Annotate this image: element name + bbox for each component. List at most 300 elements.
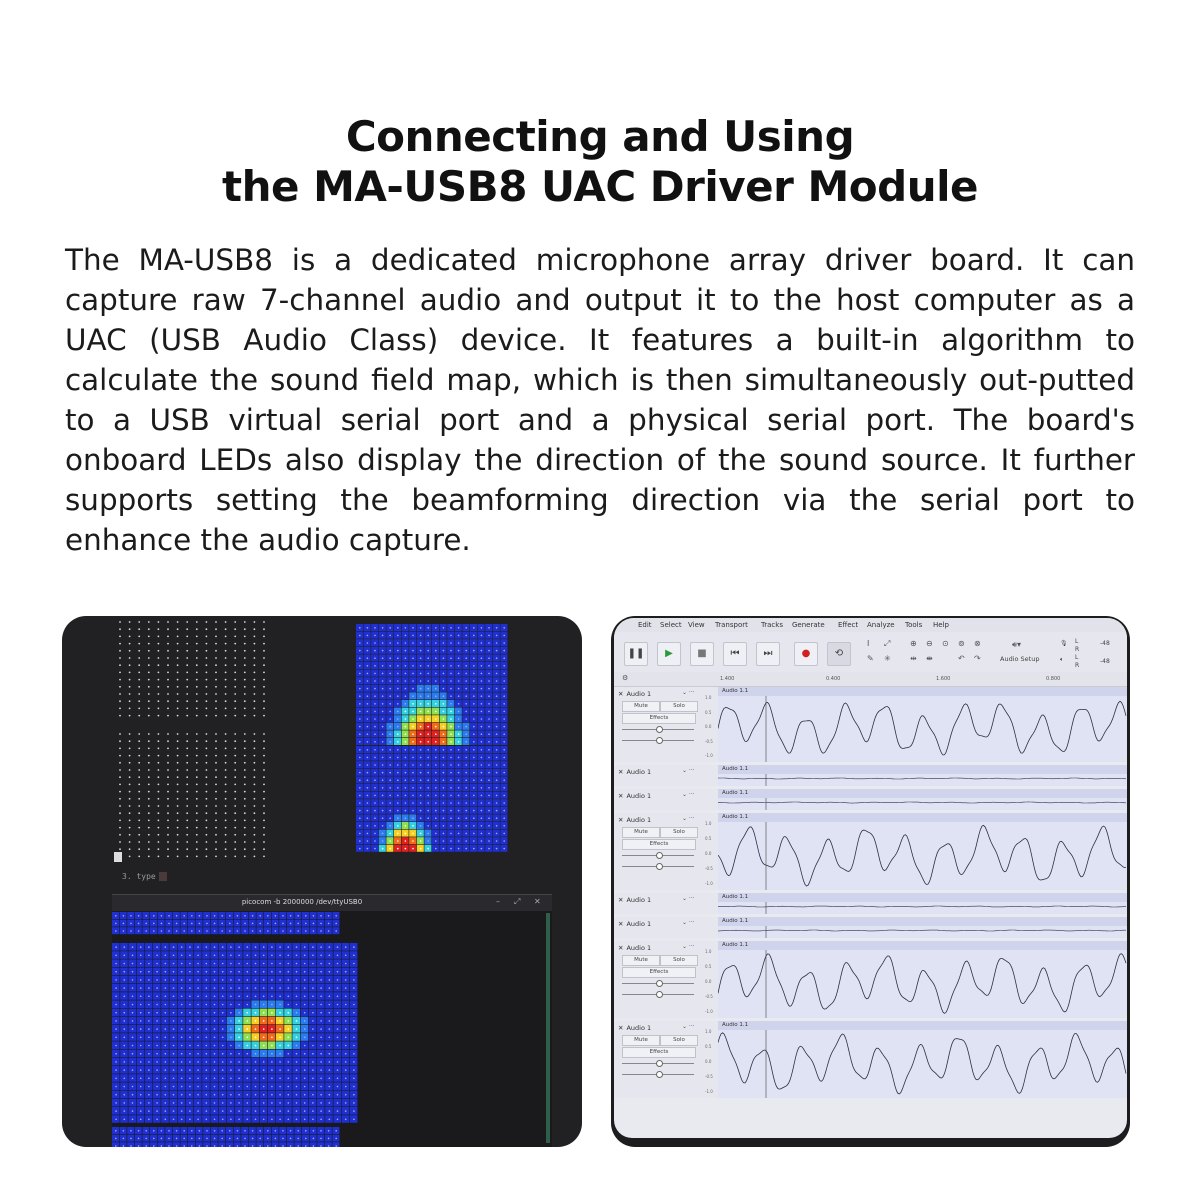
track-name[interactable]: ✕ Audio 1 bbox=[618, 920, 652, 928]
track-menu-icon[interactable]: ⌄ ··· bbox=[682, 791, 695, 798]
heat-cell-dot bbox=[412, 733, 414, 735]
effects-button[interactable]: Effects bbox=[622, 1047, 696, 1058]
heat-cell-dot bbox=[296, 987, 298, 989]
heat-cell-dot bbox=[458, 635, 460, 637]
audio-track[interactable] bbox=[614, 765, 1127, 786]
heat-cell-dot bbox=[450, 772, 452, 774]
heat-cell-dot bbox=[165, 1069, 167, 1071]
heat-cell-dot bbox=[214, 1102, 216, 1104]
heat-cell-dot bbox=[420, 665, 422, 667]
heat-cell-dot bbox=[458, 764, 460, 766]
terminal-scrollbar[interactable] bbox=[546, 913, 550, 1143]
track-menu-icon[interactable]: ⌄ ··· bbox=[682, 767, 695, 774]
gain-knob[interactable] bbox=[656, 980, 663, 987]
effects-button[interactable]: Effects bbox=[622, 839, 696, 850]
audio-track[interactable] bbox=[614, 813, 1127, 890]
heat-cell-dot bbox=[496, 802, 498, 804]
effects-button[interactable]: Effects bbox=[622, 967, 696, 978]
heat-cell-dot bbox=[238, 996, 240, 998]
waveform-area[interactable] bbox=[718, 893, 1127, 914]
heat-cell-dot bbox=[148, 987, 150, 989]
trim-icon[interactable]: ⇹ bbox=[910, 654, 917, 663]
heat-cell-dot bbox=[427, 787, 429, 789]
heat-cell-dot bbox=[130, 1145, 132, 1147]
zoom-selection-icon[interactable]: ⊙ bbox=[942, 639, 949, 648]
heat-cell-dot bbox=[132, 946, 134, 948]
waveform-area[interactable] bbox=[718, 1021, 1127, 1098]
heat-cell-dot bbox=[397, 840, 399, 842]
playback-meter-icon: 🔈︎ bbox=[1060, 656, 1064, 663]
heat-cell-dot bbox=[161, 1145, 163, 1147]
heat-cell-dot bbox=[443, 772, 445, 774]
heat-cell-dot bbox=[465, 711, 467, 713]
hex-dump-dot bbox=[158, 733, 160, 735]
pan-knob[interactable] bbox=[656, 1071, 663, 1078]
hex-dump-dot bbox=[225, 672, 227, 674]
hex-dump-dot bbox=[129, 755, 131, 757]
menu-edit[interactable]: Edit bbox=[638, 621, 652, 629]
heat-cell-dot bbox=[443, 779, 445, 781]
heat-cell-dot bbox=[503, 749, 505, 751]
audio-setup-button[interactable]: Audio Setup bbox=[1000, 655, 1040, 663]
ruler-settings-icon[interactable]: ⚙ bbox=[622, 674, 629, 682]
track-menu-icon[interactable]: ⌄ ··· bbox=[682, 919, 695, 926]
track-menu-icon[interactable]: ⌄ ··· bbox=[682, 895, 695, 902]
heat-cell-dot bbox=[427, 810, 429, 812]
heat-cell-dot bbox=[458, 627, 460, 629]
hex-dump-dot bbox=[206, 776, 208, 778]
heat-cell-dot bbox=[427, 833, 429, 835]
hex-dump-dot bbox=[196, 755, 198, 757]
hex-dump-dot bbox=[215, 708, 217, 710]
heat-cell-dot bbox=[427, 711, 429, 713]
track-name[interactable]: ✕ Audio 1 bbox=[618, 1024, 652, 1032]
heat-cell-dot bbox=[222, 1119, 224, 1121]
close-track-icon[interactable]: ✕ bbox=[618, 920, 624, 928]
heat-cell-dot bbox=[337, 1102, 339, 1104]
heat-cell-dot bbox=[320, 1086, 322, 1088]
heat-cell-dot bbox=[427, 840, 429, 842]
heat-cell-dot bbox=[165, 1078, 167, 1080]
heat-cell-dot bbox=[496, 787, 498, 789]
heat-cell-dot bbox=[420, 825, 422, 827]
cursor-block bbox=[114, 852, 122, 862]
heat-cell-dot bbox=[247, 946, 249, 948]
heat-cell-dot bbox=[488, 726, 490, 728]
waveform-area[interactable] bbox=[718, 917, 1127, 938]
heat-cell-dot bbox=[443, 764, 445, 766]
pan-knob[interactable] bbox=[656, 991, 663, 998]
play-button[interactable] bbox=[657, 642, 681, 666]
track-menu-icon[interactable]: ⌄ ··· bbox=[682, 1023, 695, 1030]
heat-cell-dot bbox=[488, 817, 490, 819]
hex-dump-dot bbox=[225, 708, 227, 710]
multi-tool-icon[interactable]: ✳ bbox=[884, 654, 891, 663]
hex-dump-dot bbox=[225, 769, 227, 771]
heat-cell-dot bbox=[353, 1004, 355, 1006]
menu-tracks[interactable]: Tracks bbox=[761, 621, 783, 629]
zoom-fit-icon[interactable]: ⊚ bbox=[958, 639, 965, 648]
hex-dump-dot bbox=[186, 650, 188, 652]
hex-dump-dot bbox=[225, 700, 227, 702]
hex-dump-dot bbox=[186, 834, 188, 836]
hex-dump-dot bbox=[263, 762, 265, 764]
close-track-icon[interactable]: ✕ bbox=[618, 1024, 624, 1032]
heat-cell-dot bbox=[271, 1037, 273, 1039]
heat-cell-dot bbox=[161, 1130, 163, 1132]
heat-cell-dot bbox=[140, 1037, 142, 1039]
mute-button[interactable]: Mute bbox=[622, 827, 660, 838]
heat-cell-dot bbox=[427, 764, 429, 766]
track-name[interactable]: ✕ Audio 1 bbox=[618, 944, 652, 952]
heat-cell-dot bbox=[458, 741, 460, 743]
heat-cell-dot bbox=[181, 1045, 183, 1047]
close-button[interactable]: ✕ bbox=[534, 897, 541, 906]
skip-start-button[interactable] bbox=[723, 642, 747, 666]
heat-cell-dot bbox=[275, 915, 277, 917]
zoom-out-icon[interactable]: ⊖ bbox=[926, 639, 933, 648]
heat-cell-dot bbox=[320, 1004, 322, 1006]
hex-dump-dot bbox=[244, 748, 246, 750]
heat-cell-dot bbox=[148, 963, 150, 965]
waveform-area[interactable] bbox=[718, 687, 1127, 762]
heat-cell-dot bbox=[359, 718, 361, 720]
heat-cell-dot bbox=[296, 1119, 298, 1121]
heat-cell-dot bbox=[405, 810, 407, 812]
heat-cell-dot bbox=[496, 757, 498, 759]
mute-button[interactable]: Mute bbox=[622, 1035, 660, 1046]
close-track-icon[interactable]: ✕ bbox=[618, 768, 624, 776]
heat-cell-dot bbox=[345, 1053, 347, 1055]
heat-cell-dot bbox=[214, 1004, 216, 1006]
hex-dump-dot bbox=[129, 628, 131, 630]
heat-cell-dot bbox=[420, 787, 422, 789]
heat-cell-dot bbox=[304, 1061, 306, 1063]
heat-cell-dot bbox=[230, 1061, 232, 1063]
heat-cell-dot bbox=[481, 764, 483, 766]
heat-cell-dot bbox=[488, 840, 490, 842]
hex-dump-dot bbox=[244, 784, 246, 786]
heat-cell-dot bbox=[238, 987, 240, 989]
heat-cell-dot bbox=[214, 1086, 216, 1088]
menu-transport[interactable]: Transport bbox=[715, 621, 748, 629]
menu-effect[interactable]: Effect bbox=[838, 621, 859, 629]
heat-cell-dot bbox=[405, 726, 407, 728]
solo-button[interactable]: Solo bbox=[660, 955, 698, 966]
track-control-panel[interactable] bbox=[614, 1021, 705, 1098]
track-menu-icon[interactable]: ⌄ ··· bbox=[682, 815, 695, 822]
draw-tool-icon[interactable]: ✎ bbox=[867, 654, 874, 663]
heat-cell-dot bbox=[165, 1110, 167, 1112]
track-name[interactable]: ✕ Audio 1 bbox=[618, 896, 652, 904]
close-track-icon[interactable]: ✕ bbox=[618, 690, 624, 698]
heat-cell-dot bbox=[473, 779, 475, 781]
hex-dump-dot bbox=[177, 740, 179, 742]
audio-track[interactable] bbox=[614, 1021, 1127, 1098]
heat-cell-dot bbox=[397, 680, 399, 682]
heat-cell-dot bbox=[382, 795, 384, 797]
track-menu-icon[interactable]: ⌄ ··· bbox=[682, 943, 695, 950]
audio-track[interactable] bbox=[614, 789, 1127, 810]
heat-cell-dot bbox=[181, 955, 183, 957]
hex-dump-dot bbox=[167, 672, 169, 674]
audio-track[interactable] bbox=[614, 687, 1127, 762]
gain-knob[interactable] bbox=[656, 852, 663, 859]
track-name[interactable]: ✕ Audio 1 bbox=[618, 768, 652, 776]
menu-view[interactable]: View bbox=[688, 621, 705, 629]
heat-cell-dot bbox=[238, 1037, 240, 1039]
heat-cell-dot bbox=[496, 688, 498, 690]
close-track-icon[interactable]: ✕ bbox=[618, 896, 624, 904]
pan-knob[interactable] bbox=[656, 863, 663, 870]
track-name[interactable]: ✕ Audio 1 bbox=[618, 792, 652, 800]
heat-cell-dot bbox=[279, 1020, 281, 1022]
heat-cell-dot bbox=[488, 718, 490, 720]
close-track-icon[interactable]: ✕ bbox=[618, 816, 624, 824]
audio-track[interactable] bbox=[614, 893, 1127, 914]
hex-dump-dot bbox=[119, 636, 121, 638]
solo-button[interactable]: Solo bbox=[660, 1035, 698, 1046]
close-track-icon[interactable]: ✕ bbox=[618, 792, 624, 800]
hex-dump-dot bbox=[148, 643, 150, 645]
select-tool-icon[interactable]: I bbox=[867, 639, 870, 648]
heat-cell-dot bbox=[244, 1130, 246, 1132]
track-menu-icon[interactable]: ⌄ ··· bbox=[682, 689, 695, 696]
heat-cell-dot bbox=[181, 946, 183, 948]
heat-cell-dot bbox=[124, 1078, 126, 1080]
heat-cell-dot bbox=[382, 718, 384, 720]
heat-cell-dot bbox=[397, 825, 399, 827]
hex-dump-dot bbox=[177, 748, 179, 750]
heat-cell-dot bbox=[148, 1078, 150, 1080]
heat-cell-dot bbox=[473, 665, 475, 667]
hex-dump-dot bbox=[138, 784, 140, 786]
heat-cell-dot bbox=[405, 741, 407, 743]
heat-cell-dot bbox=[405, 688, 407, 690]
solo-button[interactable]: Solo bbox=[660, 827, 698, 838]
heat-cell-dot bbox=[197, 1069, 199, 1071]
close-track-icon[interactable]: ✕ bbox=[618, 944, 624, 952]
heat-cell-dot bbox=[304, 1069, 306, 1071]
gain-knob[interactable] bbox=[656, 1060, 663, 1067]
hex-dump-dot bbox=[225, 693, 227, 695]
track-control-panel[interactable] bbox=[614, 917, 705, 938]
heat-cell-dot bbox=[367, 848, 369, 850]
waveform-area[interactable] bbox=[718, 813, 1127, 890]
heat-cell-dot bbox=[481, 810, 483, 812]
redo-icon[interactable]: ↷ bbox=[974, 654, 981, 663]
heat-cell-dot bbox=[435, 764, 437, 766]
heat-cell-dot bbox=[503, 764, 505, 766]
heat-cell-dot bbox=[247, 1094, 249, 1096]
hex-dump-dot bbox=[263, 755, 265, 757]
heat-cell-dot bbox=[420, 680, 422, 682]
menu-help[interactable]: Help bbox=[933, 621, 949, 629]
heat-cell-dot bbox=[420, 695, 422, 697]
hex-dump-dot bbox=[206, 812, 208, 814]
heat-cell-dot bbox=[397, 749, 399, 751]
heat-cell-dot bbox=[168, 1130, 170, 1132]
hex-dump-dot bbox=[263, 841, 265, 843]
heat-cell-dot bbox=[328, 923, 330, 925]
heat-cell-dot bbox=[427, 817, 429, 819]
maximize-button[interactable]: ⤢ bbox=[514, 897, 521, 906]
heat-cell-dot bbox=[297, 1138, 299, 1140]
heat-cell-dot bbox=[443, 840, 445, 842]
heat-cell-dot bbox=[222, 1053, 224, 1055]
heat-cell-dot bbox=[189, 987, 191, 989]
heat-cell-dot bbox=[412, 650, 414, 652]
hex-dump-dot bbox=[196, 784, 198, 786]
hex-dump-dot bbox=[129, 693, 131, 695]
heat-cell-dot bbox=[359, 673, 361, 675]
hex-dump-dot bbox=[158, 643, 160, 645]
silence-icon[interactable]: ⇼ bbox=[926, 654, 933, 663]
heat-cell-dot bbox=[156, 1086, 158, 1088]
hex-dump-dot bbox=[254, 672, 256, 674]
hex-dump-dot bbox=[244, 657, 246, 659]
heat-cell-dot bbox=[153, 930, 155, 932]
heat-cell-dot bbox=[337, 1110, 339, 1112]
hex-dump-dot bbox=[186, 812, 188, 814]
menu-analyze[interactable]: Analyze bbox=[867, 621, 895, 629]
heat-cell-dot bbox=[138, 923, 140, 925]
minimize-button[interactable]: – bbox=[496, 897, 500, 906]
hex-dump-dot bbox=[206, 755, 208, 757]
heat-cell-dot bbox=[115, 1102, 117, 1104]
menu-tools[interactable]: Tools bbox=[905, 621, 923, 629]
pan-knob[interactable] bbox=[656, 737, 663, 744]
solo-button[interactable]: Solo bbox=[660, 701, 698, 712]
heat-cell-dot bbox=[458, 833, 460, 835]
track-control-panel[interactable] bbox=[614, 813, 705, 890]
heat-cell-dot bbox=[397, 772, 399, 774]
heat-cell-dot bbox=[290, 1130, 292, 1132]
hex-dump-dot bbox=[263, 664, 265, 666]
hex-dump-dot bbox=[167, 650, 169, 652]
zoom-in-icon[interactable]: ⊕ bbox=[910, 639, 917, 648]
heat-cell-dot bbox=[427, 772, 429, 774]
hex-dump-dot bbox=[254, 776, 256, 778]
heat-cell-dot bbox=[329, 1078, 331, 1080]
hex-dump-dot bbox=[167, 791, 169, 793]
heat-cell-dot bbox=[359, 650, 361, 652]
heat-cell-dot bbox=[279, 1061, 281, 1063]
heat-cell-dot bbox=[496, 726, 498, 728]
heat-cell-dot bbox=[367, 680, 369, 682]
heat-cell-dot bbox=[481, 695, 483, 697]
heat-cell-dot bbox=[450, 817, 452, 819]
record-button[interactable] bbox=[794, 642, 818, 666]
track-name[interactable]: ✕ Audio 1 bbox=[618, 816, 652, 824]
heat-cell-dot bbox=[279, 1078, 281, 1080]
heat-cell-dot bbox=[296, 1004, 298, 1006]
menu-generate[interactable]: Generate bbox=[792, 621, 825, 629]
hex-dump-dot bbox=[206, 841, 208, 843]
heat-cell-dot bbox=[288, 1020, 290, 1022]
heat-cell-dot bbox=[115, 1053, 117, 1055]
stop-button[interactable] bbox=[690, 642, 714, 666]
heat-cell-dot bbox=[176, 915, 178, 917]
heat-cell-dot bbox=[296, 963, 298, 965]
heat-cell-dot bbox=[427, 703, 429, 705]
hex-dump-dot bbox=[138, 848, 140, 850]
heat-cell-dot bbox=[206, 1037, 208, 1039]
heat-cell-dot bbox=[488, 665, 490, 667]
amplitude-scale bbox=[704, 765, 718, 786]
loop-button[interactable] bbox=[827, 642, 851, 666]
hex-dump-dot bbox=[254, 755, 256, 757]
mute-button[interactable]: Mute bbox=[622, 701, 660, 712]
waveform-area[interactable] bbox=[718, 789, 1127, 810]
hex-dump-dot bbox=[206, 686, 208, 688]
track-name[interactable]: ✕ Audio 1 bbox=[618, 690, 652, 698]
heat-cell-dot bbox=[420, 673, 422, 675]
heat-cell-dot bbox=[267, 930, 269, 932]
effects-button[interactable]: Effects bbox=[622, 713, 696, 724]
heat-cell-dot bbox=[458, 673, 460, 675]
zoom-toggle-icon[interactable]: ⊗ bbox=[974, 639, 981, 648]
heat-cell-dot bbox=[405, 848, 407, 850]
heat-cell-dot bbox=[488, 741, 490, 743]
hex-dump-dot bbox=[263, 708, 265, 710]
envelope-tool-icon[interactable]: ⤢ bbox=[884, 639, 891, 648]
waveform-area[interactable] bbox=[718, 765, 1127, 786]
heat-cell-dot bbox=[405, 772, 407, 774]
heat-cell-dot bbox=[173, 963, 175, 965]
timeline-ruler[interactable] bbox=[614, 672, 1127, 687]
audio-setup-icon[interactable]: 🔊︎▾ bbox=[1012, 640, 1022, 649]
skip-end-button[interactable] bbox=[756, 642, 780, 666]
waveform-area[interactable] bbox=[718, 941, 1127, 1018]
heat-cell-dot bbox=[473, 657, 475, 659]
heat-cell-dot bbox=[304, 987, 306, 989]
hex-dump-dot bbox=[215, 841, 217, 843]
mute-button[interactable]: Mute bbox=[622, 955, 660, 966]
hex-dump-dot bbox=[263, 686, 265, 688]
track-control-panel[interactable] bbox=[614, 789, 705, 810]
heat-cell-dot bbox=[271, 979, 273, 981]
heat-cell-dot bbox=[259, 915, 261, 917]
track-control-panel[interactable] bbox=[614, 941, 705, 1018]
hex-dump-dot bbox=[119, 643, 121, 645]
track-control-panel[interactable] bbox=[614, 893, 705, 914]
heat-cell-dot bbox=[435, 627, 437, 629]
heat-cell-dot bbox=[156, 1061, 158, 1063]
transport-toolbar bbox=[614, 632, 1127, 673]
pause-button[interactable] bbox=[624, 642, 648, 666]
audio-track[interactable] bbox=[614, 941, 1127, 1018]
undo-icon[interactable]: ↶ bbox=[958, 654, 965, 663]
track-control-panel[interactable] bbox=[614, 765, 705, 786]
heat-cell-dot bbox=[237, 923, 239, 925]
heat-cell-dot bbox=[359, 657, 361, 659]
clip-name: Audio 1.1 bbox=[722, 894, 749, 900]
heat-cell-dot bbox=[214, 1119, 216, 1121]
heat-cell-dot bbox=[488, 833, 490, 835]
track-control-panel[interactable] bbox=[614, 687, 705, 762]
heat-cell-dot bbox=[481, 840, 483, 842]
menu-select[interactable]: Select bbox=[660, 621, 682, 629]
hex-dump-dot bbox=[244, 679, 246, 681]
heat-cell-dot bbox=[337, 979, 339, 981]
gain-knob[interactable] bbox=[656, 726, 663, 733]
hex-dump-dot bbox=[225, 740, 227, 742]
hex-dump-dot bbox=[254, 693, 256, 695]
heat-cell-dot bbox=[244, 915, 246, 917]
audio-track[interactable] bbox=[614, 917, 1127, 938]
hex-dump-dot bbox=[206, 798, 208, 800]
